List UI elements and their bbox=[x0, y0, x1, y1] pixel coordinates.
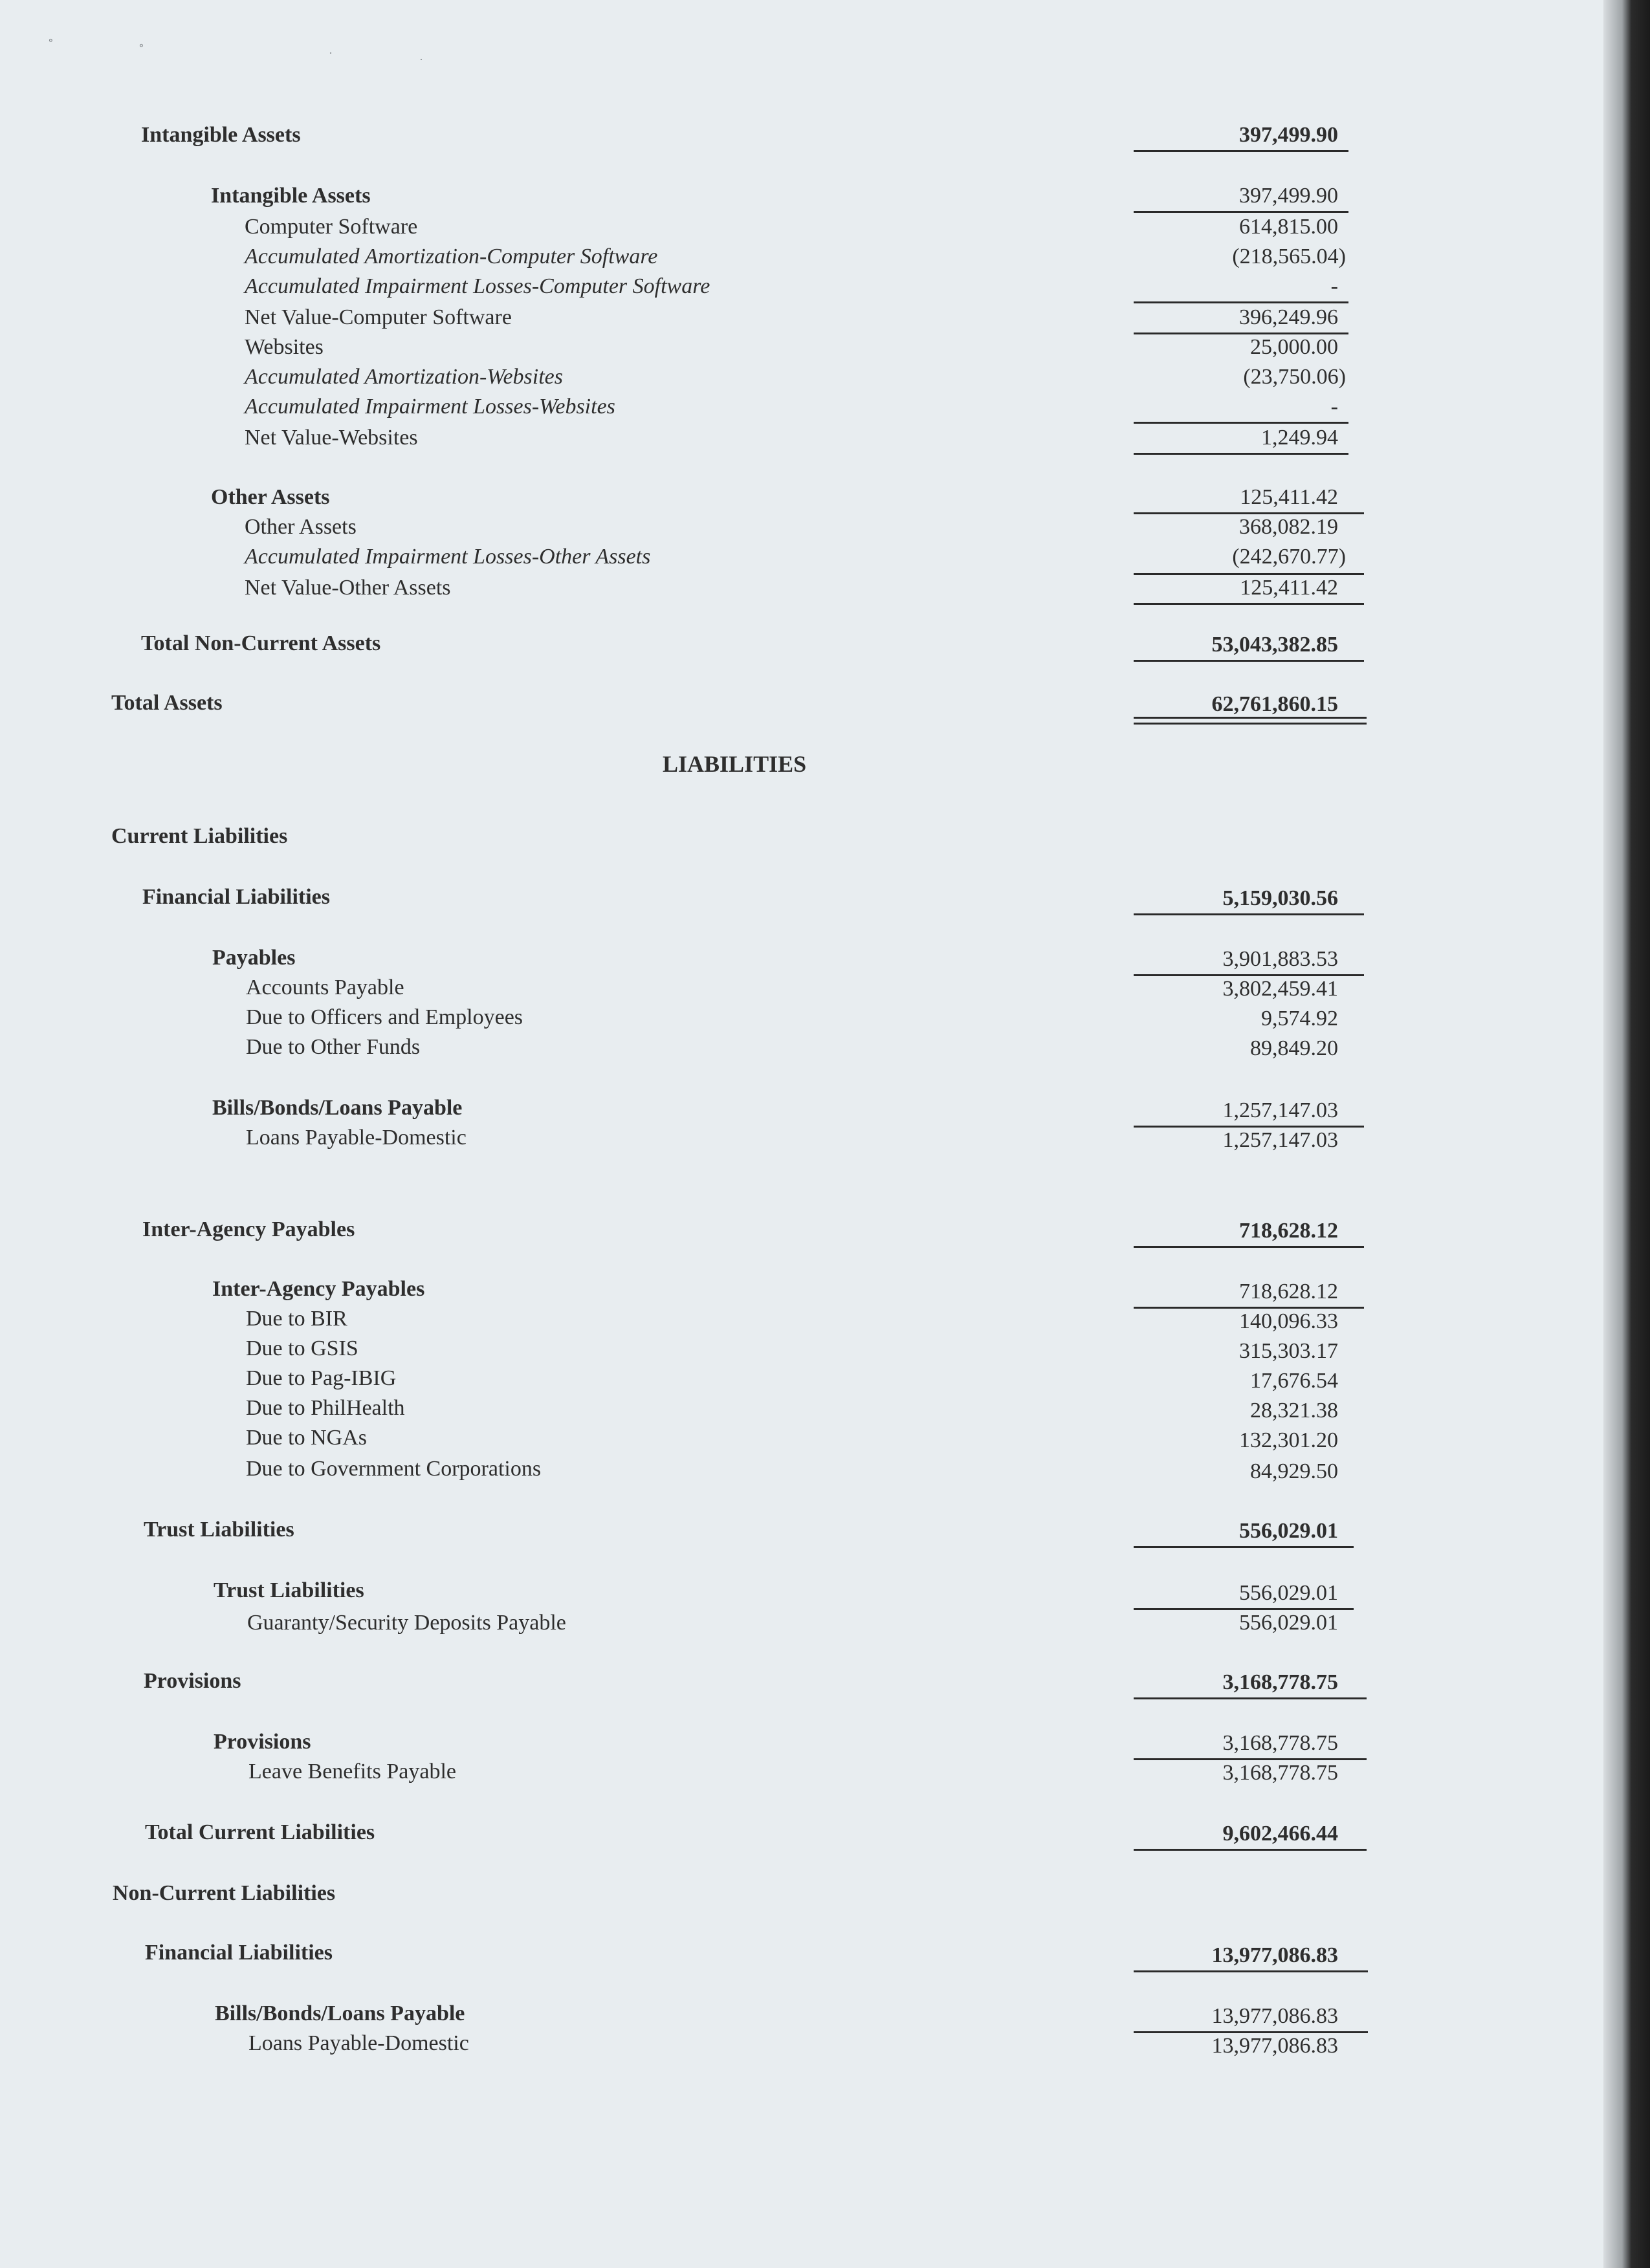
row-label: Leave Benefits Payable bbox=[248, 1760, 456, 1783]
row-label: Inter-Agency Payables bbox=[212, 1277, 425, 1301]
double-underline-rule bbox=[1134, 717, 1367, 725]
row-amount bbox=[1126, 1758, 1338, 1788]
scan-speck: · bbox=[329, 47, 333, 60]
row-label: Intangible Assets bbox=[141, 123, 301, 147]
row-amount bbox=[1126, 1457, 1338, 1487]
row-label: Websites bbox=[245, 335, 324, 359]
underline-rule bbox=[1134, 660, 1364, 662]
amount-text: 140,096.33 bbox=[1239, 1309, 1338, 1333]
amount-text: 315,303.17 bbox=[1239, 1339, 1338, 1363]
amount-text: 1,257,147.03 bbox=[1222, 1128, 1338, 1152]
row-amount bbox=[1126, 362, 1346, 392]
row-label: Total Current Liabilities bbox=[145, 1820, 375, 1844]
row-amount bbox=[1126, 630, 1338, 660]
row-label: Due to BIR bbox=[246, 1307, 347, 1331]
row-label: Total Non-Current Assets bbox=[141, 631, 381, 655]
amount-text: 5,159,030.56 bbox=[1222, 886, 1338, 910]
row-label: Due to NGAs bbox=[246, 1426, 367, 1450]
amount-text: 13,977,086.83 bbox=[1211, 1943, 1338, 1967]
amount-text: 3,168,778.75 bbox=[1222, 1731, 1338, 1755]
amount-text: 62,761,860.15 bbox=[1211, 692, 1338, 716]
row-label: Provisions bbox=[144, 1669, 241, 1693]
amount-text: 28,321.38 bbox=[1250, 1399, 1338, 1423]
row-amount bbox=[1126, 1366, 1338, 1396]
amount-text: - bbox=[1330, 274, 1338, 298]
row-amount bbox=[1126, 1126, 1338, 1155]
row-label: Due to Government Corporations bbox=[246, 1457, 542, 1481]
row-label: Financial Liabilities bbox=[142, 885, 330, 909]
row-label: Net Value-Websites bbox=[245, 426, 418, 450]
row-amount bbox=[1126, 512, 1338, 542]
row-amount bbox=[1126, 242, 1346, 272]
underline-rule bbox=[1134, 1546, 1354, 1548]
row-amount bbox=[1126, 1578, 1338, 1608]
underline-rule bbox=[1134, 1970, 1368, 1972]
row-label: Bills/Bonds/Loans Payable bbox=[212, 1096, 463, 1120]
row-amount bbox=[1126, 1307, 1338, 1336]
row-label: Due to Other Funds bbox=[246, 1035, 421, 1059]
underline-rule bbox=[1134, 1849, 1367, 1851]
scan-speck: ∘ bbox=[48, 34, 54, 47]
row-label: Accounts Payable bbox=[246, 976, 404, 999]
row-amount bbox=[1126, 542, 1346, 572]
underline-rule bbox=[1134, 913, 1364, 915]
row-label: Due to GSIS bbox=[246, 1336, 358, 1360]
row-label: Due to Officers and Employees bbox=[246, 1005, 523, 1029]
row-label: Guaranty/Security Deposits Payable bbox=[247, 1611, 566, 1635]
section-title: LIABILITIES bbox=[663, 751, 807, 777]
row-amount bbox=[1126, 1668, 1338, 1697]
row-amount bbox=[1126, 1216, 1338, 1246]
row-amount bbox=[1126, 573, 1338, 603]
amount-text: 89,849.20 bbox=[1250, 1036, 1338, 1060]
row-amount bbox=[1126, 690, 1338, 719]
amount-text: 556,029.01 bbox=[1239, 1611, 1338, 1635]
amount-text: 13,977,086.83 bbox=[1211, 2034, 1338, 2058]
amount-text: 556,029.01 bbox=[1239, 1519, 1338, 1543]
amount-text: 13,977,086.83 bbox=[1211, 2004, 1338, 2028]
row-label: Trust Liabilities bbox=[144, 1518, 294, 1542]
row-label: Computer Software bbox=[245, 215, 418, 239]
scanner-edge bbox=[1603, 0, 1650, 2268]
row-amount bbox=[1126, 944, 1338, 974]
row-label: Accumulated Amortization-Websites bbox=[245, 365, 564, 389]
row-label: Loans Payable-Domestic bbox=[248, 2031, 469, 2055]
amount-text: 556,029.01 bbox=[1239, 1581, 1338, 1605]
row-amount bbox=[1126, 1034, 1338, 1063]
row-label: Net Value-Other Assets bbox=[245, 576, 451, 600]
underline-rule bbox=[1134, 1697, 1367, 1699]
row-label: Trust Liabilities bbox=[214, 1578, 364, 1602]
scan-speck: · bbox=[419, 53, 423, 66]
row-label: Provisions bbox=[214, 1730, 311, 1754]
amount-text: 125,411.42 bbox=[1240, 485, 1338, 509]
row-amount bbox=[1126, 1277, 1338, 1307]
row-amount bbox=[1126, 333, 1338, 362]
row-amount bbox=[1126, 1336, 1338, 1366]
row-label: Accumulated Amortization-Computer Software bbox=[245, 245, 658, 268]
amount-text: 718,628.12 bbox=[1239, 1219, 1338, 1243]
scan-speck: ∘ bbox=[138, 39, 144, 52]
underline-rule bbox=[1134, 1246, 1364, 1248]
row-label: Intangible Assets bbox=[211, 184, 371, 208]
row-label: Net Value-Computer Software bbox=[245, 305, 512, 329]
amount-text: 614,815.00 bbox=[1239, 215, 1338, 239]
row-amount bbox=[1126, 303, 1338, 333]
row-amount bbox=[1126, 1819, 1338, 1849]
row-label: Payables bbox=[212, 946, 296, 970]
underline-rule bbox=[1134, 453, 1348, 455]
row-amount bbox=[1126, 1096, 1338, 1126]
amount-text: 9,574.92 bbox=[1261, 1007, 1338, 1030]
row-amount bbox=[1126, 1941, 1338, 1970]
amount-text: 368,082.19 bbox=[1239, 515, 1338, 539]
row-amount bbox=[1126, 1728, 1338, 1758]
row-label: Non-Current Liabilities bbox=[113, 1881, 336, 1905]
row-label: Bills/Bonds/Loans Payable bbox=[215, 2001, 465, 2025]
amount-text: 718,628.12 bbox=[1239, 1280, 1338, 1303]
row-amount bbox=[1126, 974, 1338, 1004]
amount-text: 397,499.90 bbox=[1239, 123, 1338, 147]
row-label: Due to Pag-IBIG bbox=[246, 1366, 397, 1390]
row-label: Accumulated Impairment Losses-Computer Software bbox=[245, 274, 710, 298]
amount-text: 17,676.54 bbox=[1250, 1369, 1338, 1393]
amount-text: 3,168,778.75 bbox=[1222, 1670, 1338, 1694]
row-amount bbox=[1126, 181, 1338, 211]
row-amount bbox=[1126, 2031, 1338, 2061]
row-label: Inter-Agency Payables bbox=[142, 1217, 355, 1241]
amount-text: 132,301.20 bbox=[1239, 1428, 1338, 1452]
row-label: Total Assets bbox=[111, 691, 223, 715]
row-amount bbox=[1126, 120, 1338, 150]
row-amount bbox=[1126, 483, 1338, 512]
underline-rule bbox=[1134, 150, 1348, 152]
row-amount bbox=[1126, 1004, 1338, 1034]
row-amount bbox=[1126, 1608, 1338, 1638]
amount-text: (218,565.04) bbox=[1232, 245, 1346, 268]
row-amount bbox=[1126, 884, 1338, 913]
row-label: Current Liabilities bbox=[111, 824, 288, 848]
row-label: Financial Liabilities bbox=[145, 1941, 333, 1965]
row-amount bbox=[1126, 2001, 1338, 2031]
row-amount bbox=[1126, 1426, 1338, 1456]
row-amount bbox=[1126, 1396, 1338, 1426]
row-amount bbox=[1126, 423, 1338, 453]
row-amount bbox=[1126, 392, 1338, 422]
amount-text: (23,750.06) bbox=[1243, 365, 1346, 389]
row-label: Other Assets bbox=[245, 515, 357, 539]
row-label: Accumulated Impairment Losses-Websites bbox=[245, 395, 615, 419]
amount-text: 125,411.42 bbox=[1240, 576, 1338, 600]
amount-text: 9,602,466.44 bbox=[1222, 1822, 1338, 1846]
row-label: Accumulated Impairment Losses-Other Assets bbox=[245, 545, 651, 569]
amount-text: 84,929.50 bbox=[1250, 1459, 1338, 1483]
amount-text: 1,257,147.03 bbox=[1222, 1098, 1338, 1122]
amount-text: 396,249.96 bbox=[1239, 305, 1338, 329]
amount-text: 53,043,382.85 bbox=[1211, 633, 1338, 657]
row-label: Other Assets bbox=[211, 485, 330, 509]
amount-text: 3,168,778.75 bbox=[1222, 1761, 1338, 1785]
amount-text: 3,802,459.41 bbox=[1222, 977, 1338, 1001]
underline-rule bbox=[1134, 603, 1364, 605]
row-amount bbox=[1126, 272, 1338, 301]
row-label: Due to PhilHealth bbox=[246, 1396, 405, 1420]
amount-text: - bbox=[1330, 395, 1338, 419]
row-amount bbox=[1126, 1516, 1338, 1546]
amount-text: 25,000.00 bbox=[1250, 335, 1338, 359]
amount-text: 1,249.94 bbox=[1261, 426, 1338, 450]
amount-text: 3,901,883.53 bbox=[1222, 947, 1338, 971]
amount-text: (242,670.77) bbox=[1232, 545, 1346, 569]
row-amount bbox=[1126, 212, 1338, 242]
row-label: Loans Payable-Domestic bbox=[246, 1126, 467, 1150]
amount-text: 397,499.90 bbox=[1239, 184, 1338, 208]
